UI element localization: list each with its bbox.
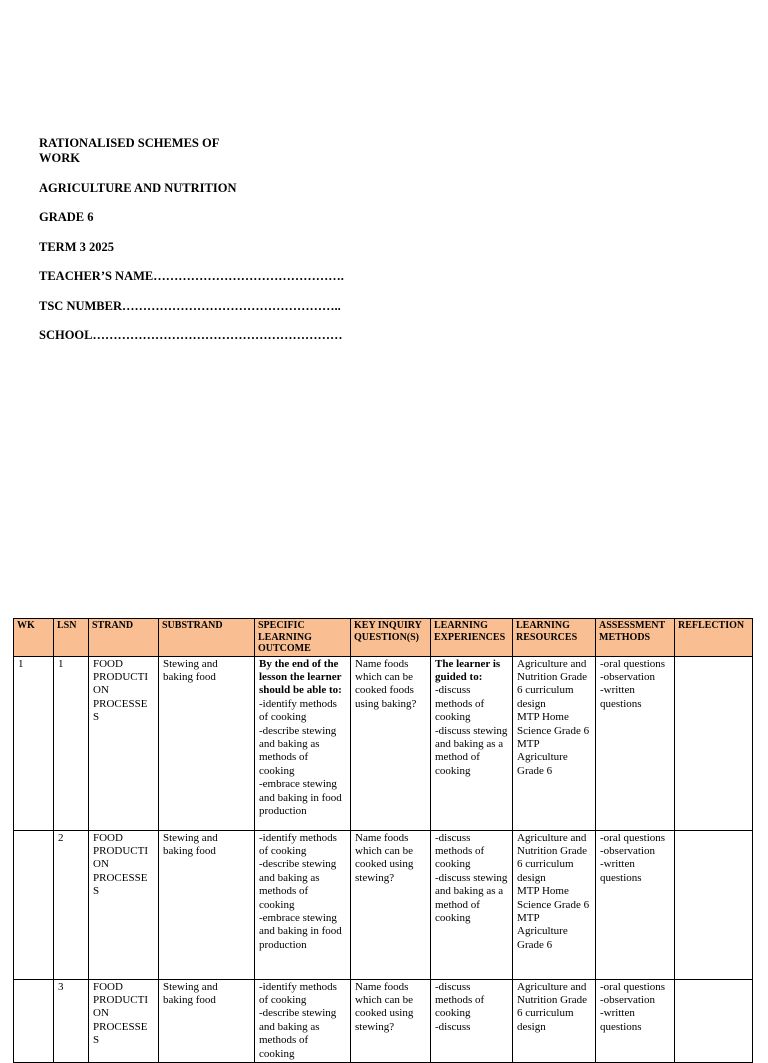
table-header-row — [14, 619, 753, 657]
cell-wk — [14, 830, 54, 979]
column-header-experiences: LEARNING EXPERIENCES — [431, 619, 513, 657]
column-header-substrand: SUBSTRAND — [159, 619, 255, 657]
cell-inquiry: Name foods which can be cooked using stewing? — [351, 979, 431, 1062]
table-row — [14, 830, 753, 979]
cell-outcome: -identify methods of cooking -describe stewing and baking as methods of cooking — [255, 979, 351, 1062]
cell-reflection — [675, 830, 753, 979]
school-line: SCHOOL…………………………………………………… — [39, 328, 343, 342]
experience-text: -discuss methods of cooking -discuss stewing and baking as a method of cooking — [435, 684, 508, 777]
column-header-inquiry: KEY INQUIRY QUESTION(S) — [351, 619, 431, 657]
cell-experiences: -discuss methods of cooking -discuss stewing and baking as a method of cooking — [431, 830, 513, 979]
tsc-number-line: TSC NUMBER…………………………………………….. — [39, 298, 341, 313]
cell-outcome: -identify methods of cooking -describe stewing and baking as methods of cooking -embrace stewing and baking in food production — [255, 830, 351, 979]
cell-lsn: 3 — [54, 979, 89, 1062]
cell-inquiry: Name foods which can be cooked foods using baking? — [351, 656, 431, 830]
cell-strand: FOOD PRODUCTI ON PROCESSE S — [89, 830, 159, 979]
teacher-name-line: TEACHER’S NAME………………………………………. — [39, 269, 344, 283]
cell-substrand: Stewing and baking food — [159, 830, 255, 979]
column-header-assessment: ASSESSMENT METHODS — [596, 619, 675, 657]
column-header-outcome: SPECIFIC LEARNING OUTCOME — [255, 619, 351, 657]
term-line: TERM 3 2025 — [39, 239, 114, 254]
cell-resources: Agriculture and Nutrition Grade 6 curriculum design MTP Home Science Grade 6 MTP Agriculture Grade 6 — [513, 830, 596, 979]
cell-experiences — [431, 656, 513, 830]
subject-line: AGRICULTURE AND NUTRITION — [39, 180, 237, 195]
cell-lsn: 2 — [54, 830, 89, 979]
cell-resources: Agriculture and Nutrition Grade 6 curriculum design MTP Home Science Grade 6 MTP Agriculture Grade 6 — [513, 656, 596, 830]
column-header-strand: STRAND — [89, 619, 159, 657]
cell-strand: FOOD PRODUCTI ON PROCESSE S — [89, 656, 159, 830]
schemes-of-work-table — [13, 618, 753, 1063]
cell-outcome — [255, 656, 351, 830]
cell-experiences: -discuss methods of cooking -discuss — [431, 979, 513, 1062]
grade-line: GRADE 6 — [39, 210, 94, 224]
cell-strand: FOOD PRODUCTI ON PROCESSE S — [89, 979, 159, 1062]
experience-lead: The learner is guided to: — [435, 657, 501, 683]
document-header — [39, 136, 359, 358]
cell-wk: 1 — [14, 656, 54, 830]
cell-assessment: -oral questions -observation -written questions — [596, 979, 675, 1062]
cell-reflection — [675, 656, 753, 830]
column-header-wk: WK — [14, 619, 54, 657]
cell-wk — [14, 979, 54, 1062]
column-header-lsn: LSN — [54, 619, 89, 657]
cell-reflection — [675, 979, 753, 1062]
table-row — [14, 979, 753, 1062]
outcome-text: -identify methods of cooking -describe stewing and baking as methods of cooking -embrace stewing and baking in food production — [259, 697, 342, 817]
column-header-reflection: REFLECTION — [675, 619, 753, 657]
cell-inquiry: Name foods which can be cooked using stewing? — [351, 830, 431, 979]
document-title: RATIONALISED SCHEMES OF WORK — [39, 136, 219, 165]
cell-lsn: 1 — [54, 656, 89, 830]
outcome-lead: By the end of the lesson the learner should be able to: — [259, 657, 342, 697]
cell-assessment: -oral questions -observation -written questions — [596, 830, 675, 979]
cell-assessment: -oral questions -observation -written questions — [596, 656, 675, 830]
cell-substrand: Stewing and baking food — [159, 979, 255, 1062]
cell-resources: Agriculture and Nutrition Grade 6 curriculum design — [513, 979, 596, 1062]
table-row — [14, 656, 753, 830]
column-header-resources: LEARNING RESOURCES — [513, 619, 596, 657]
cell-substrand: Stewing and baking food — [159, 656, 255, 830]
